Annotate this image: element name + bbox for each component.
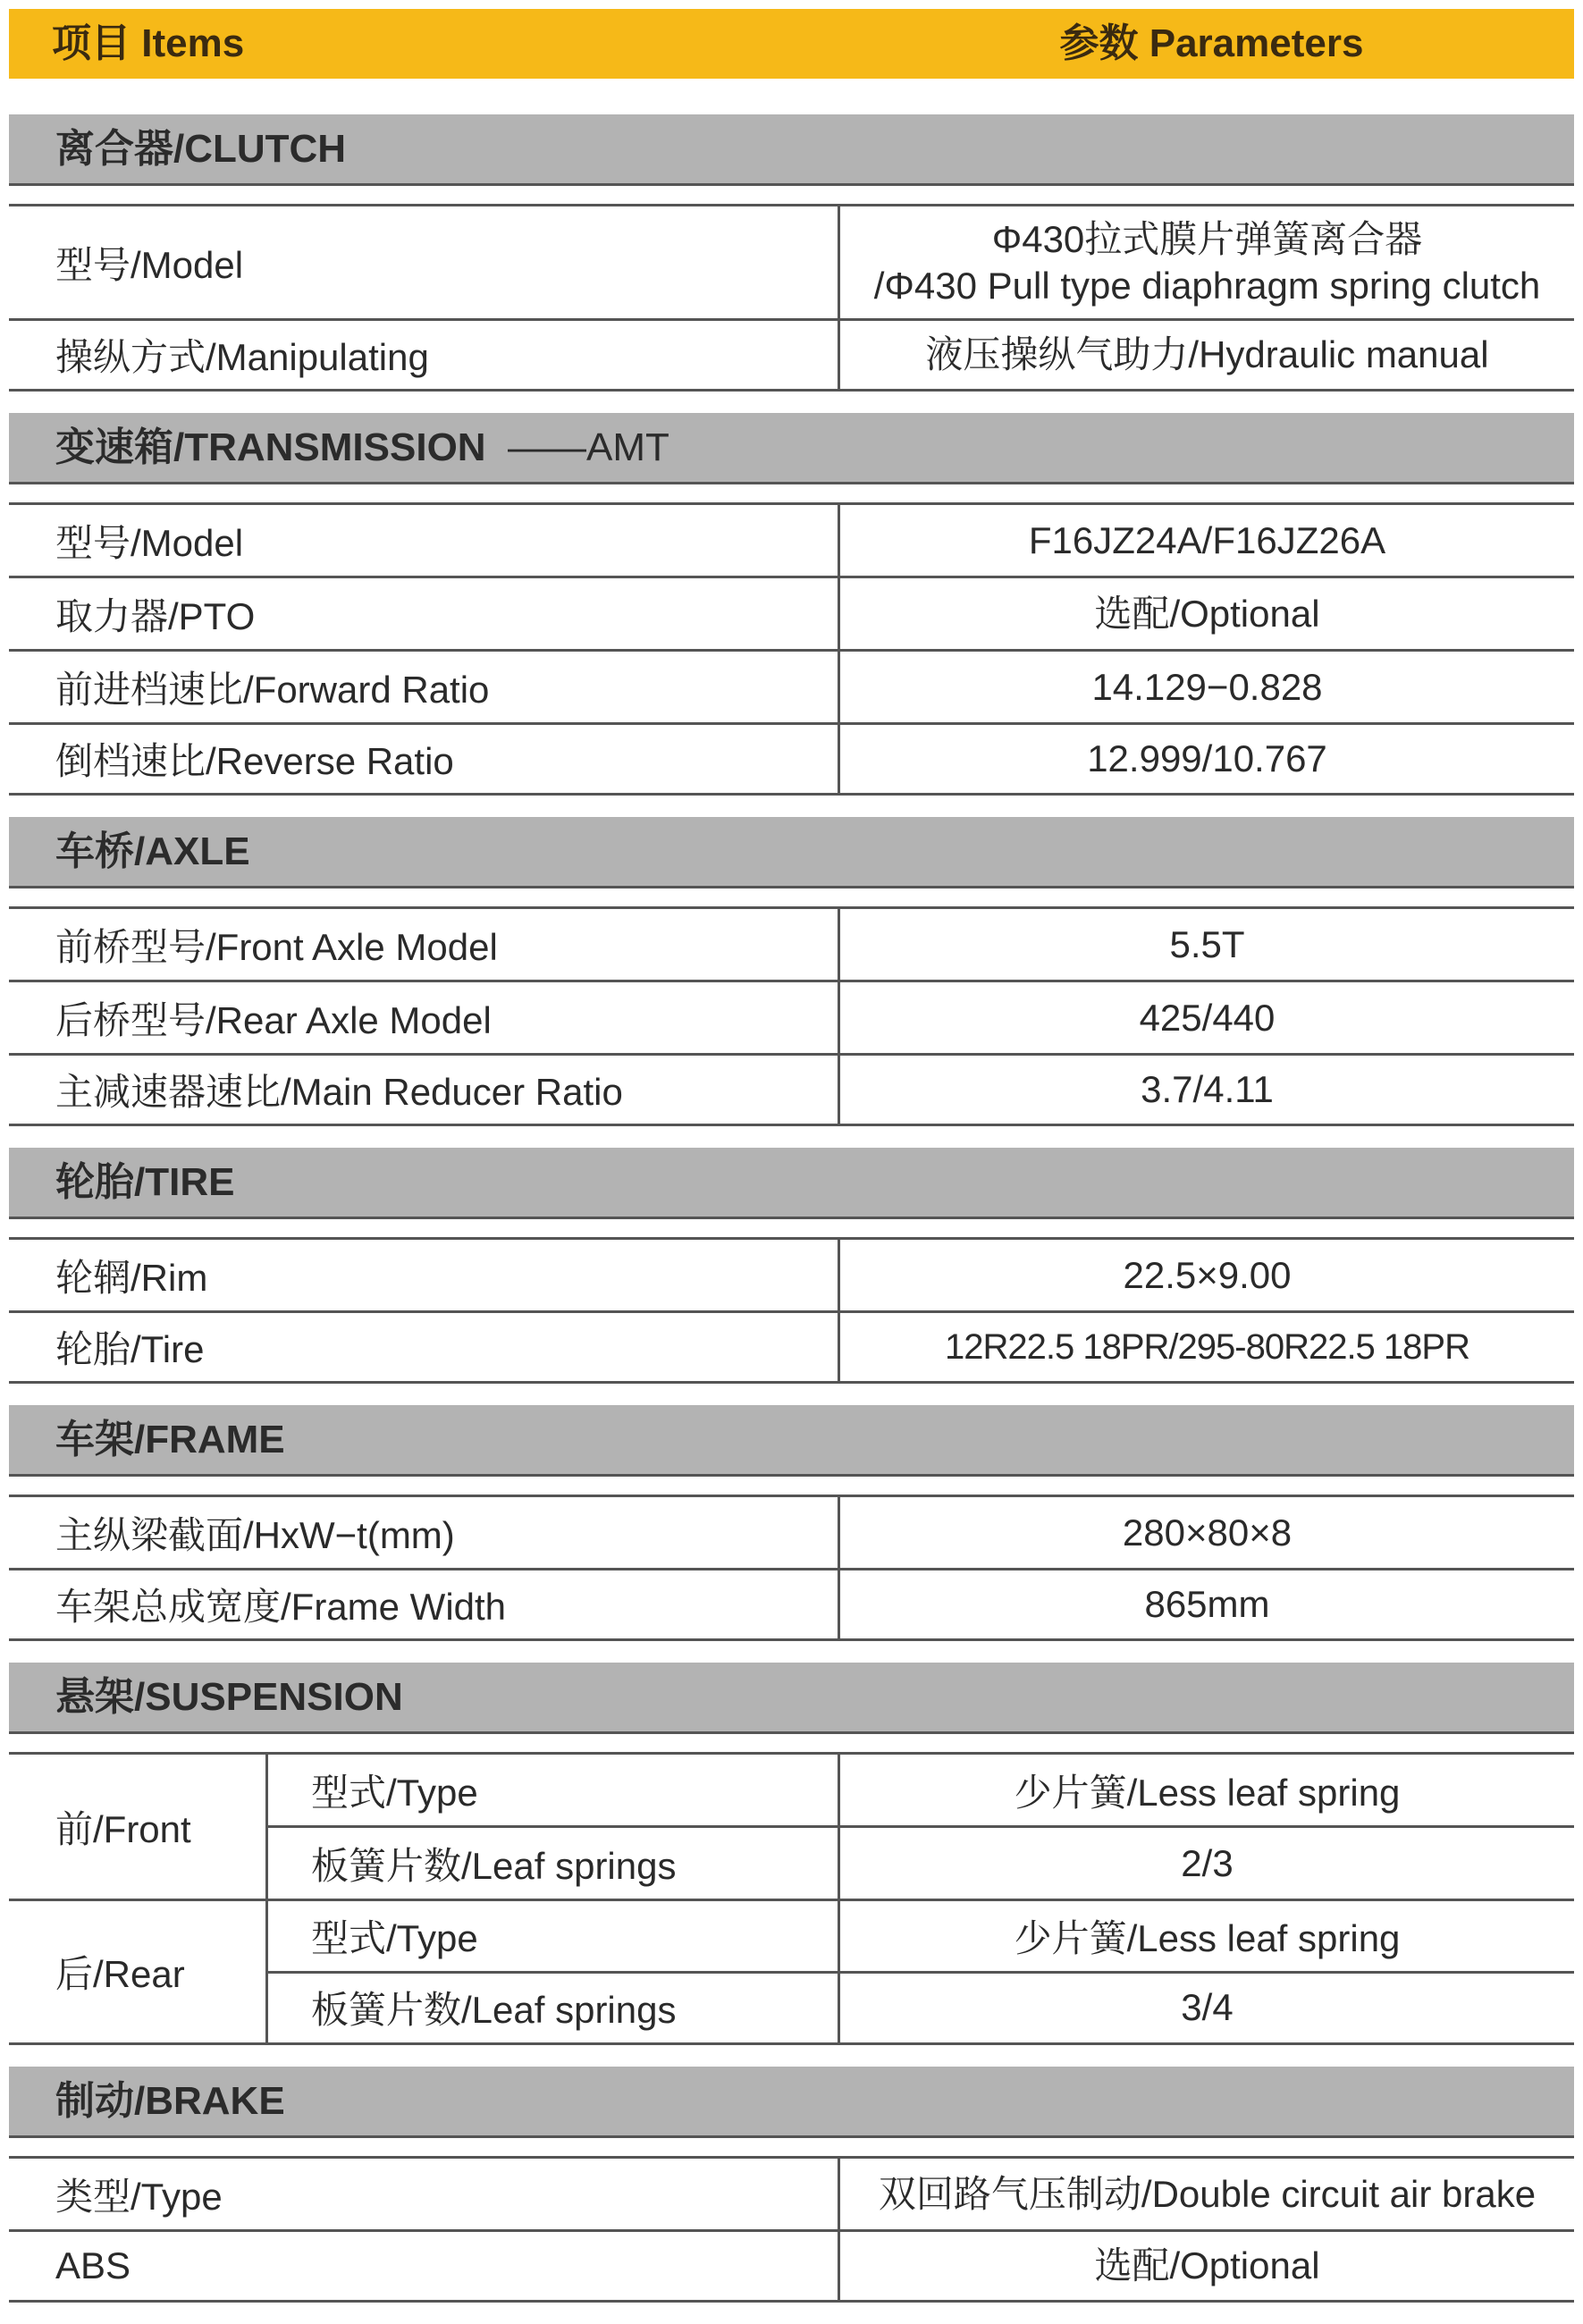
row-value: 双回路气压制动/Double circuit air brake	[878, 2172, 1537, 2215]
row-label: 取力器/PTO	[9, 578, 840, 649]
row-value: 液压操纵气助力/Hydraulic manual	[925, 333, 1489, 375]
spec-sheet	[9, 9, 1574, 2324]
section-title-text: 轮胎/TIRE	[55, 1160, 235, 1204]
table-row	[268, 1825, 1574, 1899]
row-value: 3/4	[1181, 1986, 1234, 2029]
table-row	[9, 722, 1574, 796]
section-title	[9, 114, 1574, 186]
section-suspension	[9, 1663, 1574, 2045]
row-value: 少片簧/Less leaf spring	[1014, 1916, 1401, 1959]
row-label: 轮辋/Rim	[9, 1240, 840, 1310]
table-row	[9, 502, 1574, 576]
table-row	[9, 2156, 1574, 2229]
suspension-group-front	[9, 1752, 1574, 1899]
section-title-text: 车架/FRAME	[55, 1418, 285, 1461]
suspension-group-rear	[9, 1899, 1574, 2045]
table-row	[268, 1971, 1574, 2043]
section-title-main: 变速箱/TRANSMISSION	[55, 425, 486, 469]
table-row	[268, 1755, 1574, 1825]
section-frame	[9, 1405, 1574, 1641]
table-row	[9, 318, 1574, 392]
row-label: 主纵梁截面/HxW−t(mm)	[9, 1497, 840, 1568]
table-row	[9, 906, 1574, 980]
row-label: 主减速器速比/Main Reducer Ratio	[9, 1056, 840, 1124]
row-value: 选配/Optional	[1094, 2244, 1320, 2286]
table-row	[9, 2229, 1574, 2303]
section-title	[9, 1148, 1574, 1219]
section-title-text: 离合器/CLUTCH	[55, 127, 347, 171]
table-row	[9, 1053, 1574, 1126]
table-row	[9, 576, 1574, 649]
table-row	[9, 1568, 1574, 1641]
section-brake	[9, 2067, 1574, 2303]
row-value	[840, 206, 1574, 318]
section-title-suffix: ——AMT	[508, 425, 669, 469]
table-header	[9, 9, 1574, 79]
header-parameters: 参数 Parameters	[1059, 21, 1364, 65]
row-label: 板簧片数/Leaf springs	[268, 1828, 840, 1899]
row-label: 类型/Type	[9, 2159, 840, 2229]
row-label: 倒档速比/Reverse Ratio	[9, 725, 840, 793]
group-body	[268, 1755, 1574, 1899]
row-label: 型号/Model	[9, 505, 840, 576]
row-label: ABS	[9, 2232, 840, 2300]
section-title	[9, 1405, 1574, 1477]
group-body	[268, 1901, 1574, 2042]
section-title	[9, 413, 1574, 484]
row-label: 型式/Type	[268, 1755, 840, 1825]
row-value: 2/3	[1181, 1841, 1234, 1884]
table-row	[268, 1901, 1574, 1971]
section-axle	[9, 817, 1574, 1126]
section-tire	[9, 1148, 1574, 1384]
row-label: 板簧片数/Leaf springs	[268, 1974, 840, 2043]
table-row	[9, 204, 1574, 318]
row-label: 轮胎/Tire	[9, 1313, 840, 1381]
row-value: 5.5T	[1169, 922, 1245, 965]
section-transmission	[9, 413, 1574, 796]
section-title	[9, 1663, 1574, 1734]
row-value: 14.129−0.828	[1091, 665, 1323, 708]
table-row	[9, 1237, 1574, 1310]
row-value: 12R22.5 18PR/295-80R22.5 18PR	[945, 1327, 1469, 1367]
row-value: 865mm	[1144, 1583, 1270, 1625]
table-row	[9, 1310, 1574, 1384]
row-value: 425/440	[1139, 996, 1276, 1039]
row-value: 少片簧/Less leaf spring	[1014, 1771, 1401, 1814]
section-title-text: 悬架/SUSPENSION	[55, 1675, 403, 1719]
group-label: 前/Front	[9, 1755, 268, 1899]
group-label: 后/Rear	[9, 1901, 268, 2042]
row-value: 12.999/10.767	[1087, 737, 1327, 779]
section-clutch	[9, 114, 1574, 392]
header-items: 项目 Items	[52, 21, 245, 65]
row-label: 后桥型号/Rear Axle Model	[9, 982, 840, 1053]
value-line: /Φ430 Pull type diaphragm spring clutch	[873, 264, 1541, 307]
table-row	[9, 980, 1574, 1053]
row-value: 280×80×8	[1122, 1511, 1293, 1554]
section-title-text	[55, 413, 669, 483]
row-label: 前进档速比/Forward Ratio	[9, 652, 840, 722]
row-value: 22.5×9.00	[1123, 1253, 1292, 1296]
row-value: 3.7/4.11	[1141, 1068, 1274, 1110]
table-row	[9, 1495, 1574, 1568]
section-title-text: 车桥/AXLE	[55, 829, 250, 873]
row-label: 型式/Type	[268, 1901, 840, 1971]
row-value: 选配/Optional	[1094, 592, 1320, 635]
row-label: 前桥型号/Front Axle Model	[9, 909, 840, 980]
row-label: 车架总成宽度/Frame Width	[9, 1570, 840, 1638]
table-row	[9, 649, 1574, 722]
row-label: 型号/Model	[9, 206, 840, 318]
value-line: Φ430拉式膜片弹簧离合器	[991, 217, 1423, 260]
section-title	[9, 817, 1574, 888]
row-value: F16JZ24A/F16JZ26A	[1028, 518, 1386, 561]
row-label: 操纵方式/Manipulating	[9, 321, 840, 389]
section-title	[9, 2067, 1574, 2138]
section-title-text: 制动/BRAKE	[55, 2079, 285, 2123]
